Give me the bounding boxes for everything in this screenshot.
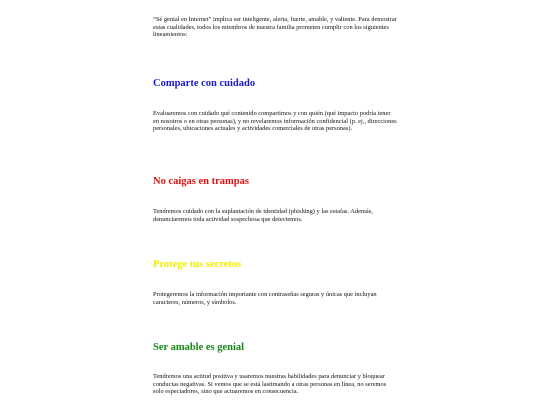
intro-paragraph: “Sé genial en Internet” implica ser inteligente, alerta, fuerte, amable, y valiente. Para demostrar estas cualidades, todos los miembros de nuestra familia prometen cumplir con los siguientes lineamientos:: [153, 16, 397, 39]
section-heading: Protege tus secretos: [153, 259, 242, 270]
section-body: Protegeremos la información importante con contraseñas seguras y únicas que incluyan caracteres, números, y símbolos.: [153, 291, 377, 306]
section-heading: Comparte con cuidado: [153, 78, 256, 89]
section-body: Tendremos cuidado con la suplantación de identidad (phishing) y las estafas. Además, denunciaremos toda actividad sospechosa que detectemos.: [153, 208, 373, 223]
section-heading: Ser amable es genial: [153, 342, 245, 353]
section-body: Tendremos una actitud positiva y usaremos nuestras habilidades para denunciar y bloquear conductas negativas. Si vemos que se está lastimando a otras personas en línea, no seremos solo espectadores, sino que actuaremos en consecuencia.: [153, 373, 387, 396]
section-body: Evaluaremos con cuidado qué contenido compartimos y con quién (qué impacto podría tener en nosotros o en otras personas), y no revelaremos información confidencial (p. ej., direcciones personales, ubicaciones actuales y actividades comerciales de otras personas).: [153, 110, 397, 133]
section-heading: No caigas en trampas: [153, 176, 249, 187]
